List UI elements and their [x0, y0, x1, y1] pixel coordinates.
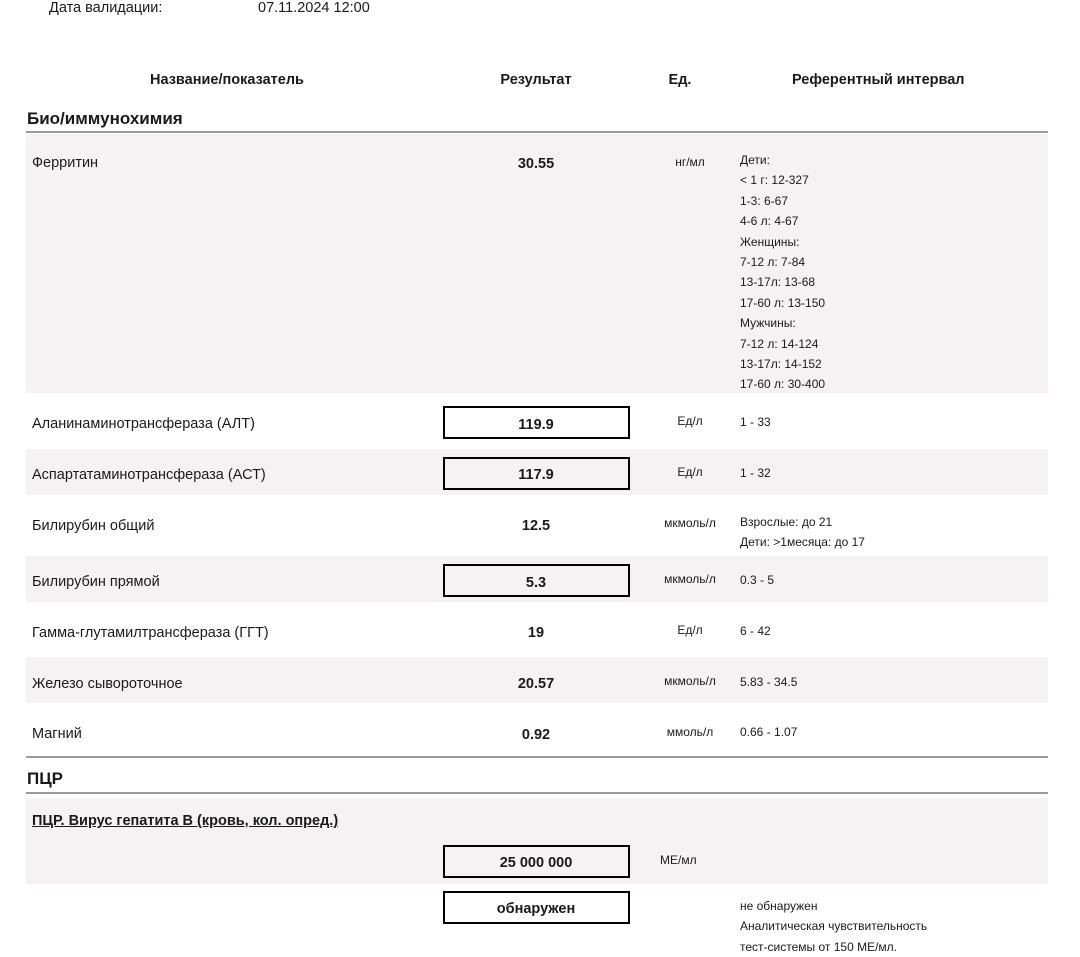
pcr-test-title: ПЦР. Вирус гепатита В (кровь, кол. опред.) [32, 813, 339, 829]
test-result: 12.5 [521, 518, 551, 534]
test-name: Аспартатаминотрансфераза (АСТ) [32, 467, 266, 483]
test-unit: Ед/л [677, 623, 703, 637]
test-unit: мкмоль/л [664, 516, 716, 530]
row-background [26, 134, 1048, 393]
pcr-quantitative-unit: МЕ/мл [660, 853, 697, 867]
pcr-qualitative-result: обнаружен [496, 901, 576, 917]
test-unit: Ед/л [677, 414, 703, 428]
test-result: 119.9 [518, 417, 554, 433]
reference-interval: 0.3 - 5 [740, 573, 775, 587]
test-result: 117.9 [518, 467, 554, 483]
pcr-quantitative-result: 25 000 000 [499, 855, 573, 871]
validation-date-value: 07.11.2024 12:00 [258, 0, 370, 16]
reference-interval: 0.66 - 1.07 [740, 725, 798, 739]
test-unit: ммоль/л [666, 725, 714, 739]
reference-interval: Дети: < 1 г: 12-327 1-3: 6-67 4-6 л: 4-67 Женщины: 7-12 л: 7-84 13-17л: 13-68 17-60 л: 13-150 Мужчины: 7-12 л: 14-124 13-17л: 14-152 17-60 л: 30-400 [740, 153, 826, 392]
test-name: Ферритин [32, 155, 99, 171]
test-result: 0.92 [521, 727, 551, 743]
test-name: Аланинаминотрансфераза (АЛТ) [32, 416, 255, 432]
test-unit: мкмоль/л [664, 572, 716, 586]
column-header-name: Название/показатель [150, 72, 304, 88]
test-name: Гамма-глутамилтрансфераза (ГГТ) [32, 625, 269, 641]
reference-interval: 1 - 32 [740, 466, 771, 480]
reference-interval: не обнаружен Аналитическая чувствительность тест-системы от 150 МЕ/мл. [740, 899, 928, 954]
test-name: Билирубин общий [32, 518, 155, 534]
test-unit: нг/мл [675, 155, 705, 169]
test-name: Железо сывороточное [32, 676, 183, 692]
test-unit: мкмоль/л [664, 674, 716, 688]
test-result: 30.55 [517, 156, 555, 172]
section-title-pcr: ПЦР [27, 769, 63, 788]
reference-interval: 5.83 - 34.5 [740, 675, 798, 689]
test-result: 19 [527, 625, 545, 641]
column-header-unit: Ед. [668, 72, 692, 88]
section-divider [26, 792, 1048, 794]
section-divider [26, 756, 1048, 758]
reference-interval: 1 - 33 [740, 415, 771, 429]
section-title-biochemistry: Био/иммунохимия [27, 109, 183, 128]
validation-date-label: Дата валидации: [49, 0, 163, 16]
test-name: Магний [32, 726, 82, 742]
reference-interval: 6 - 42 [740, 624, 771, 638]
test-result: 20.57 [517, 676, 555, 692]
reference-interval: Взрослые: до 21 Дети: >1месяца: до 17 [740, 515, 865, 550]
test-unit: Ед/л [677, 465, 703, 479]
test-result: 5.3 [525, 575, 547, 591]
test-name: Билирубин прямой [32, 574, 160, 590]
section-divider [26, 131, 1048, 133]
column-header-result: Результат [500, 72, 572, 88]
column-header-reference: Референтный интервал [792, 72, 965, 88]
